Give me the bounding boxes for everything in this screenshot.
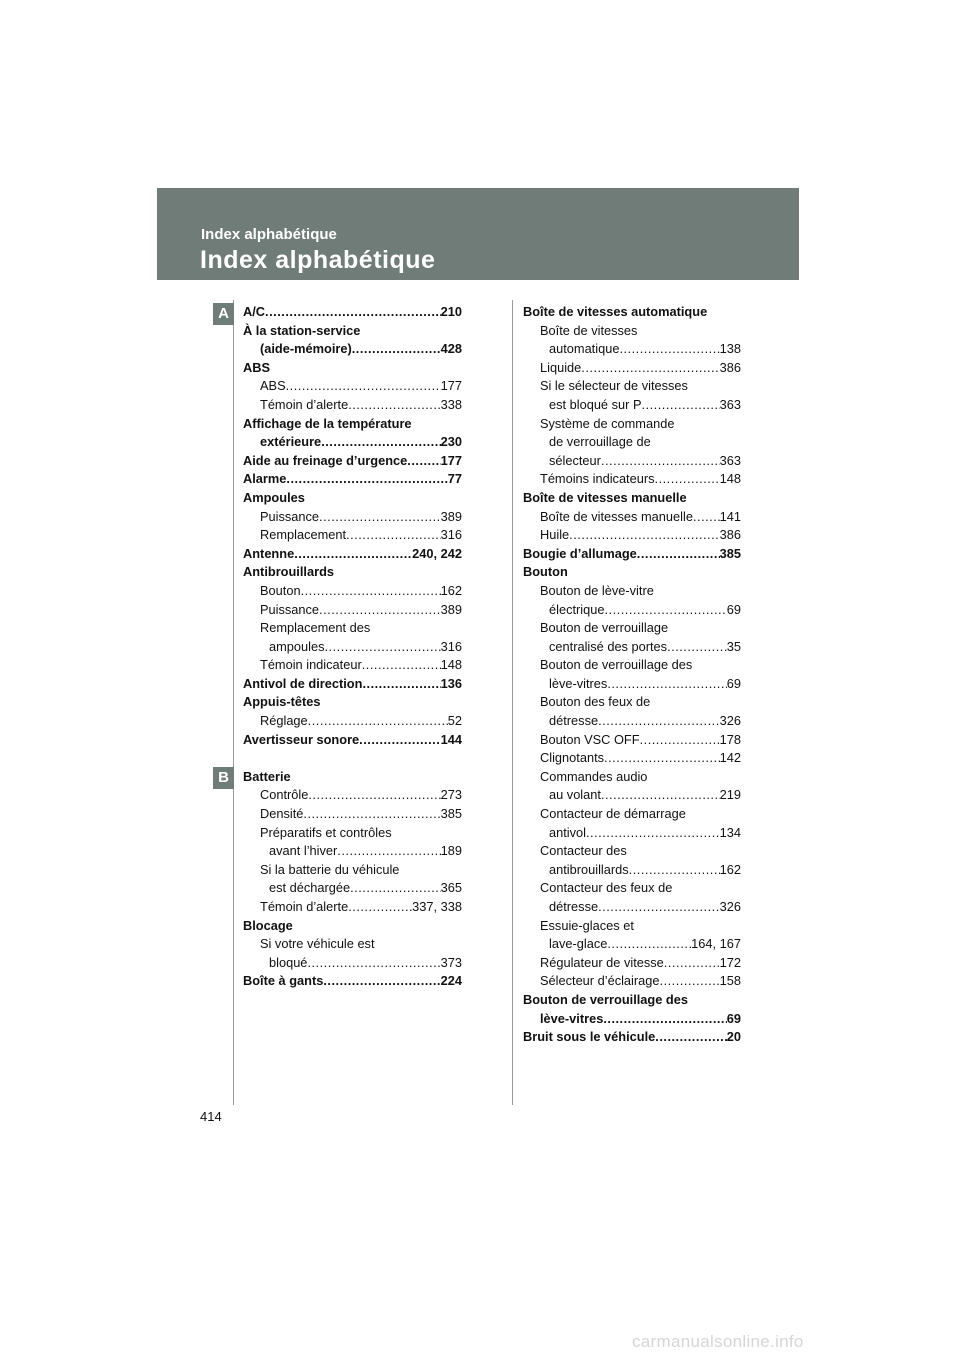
entry-text: de verrouillage de bbox=[549, 434, 651, 450]
entry-text: Densité bbox=[260, 806, 304, 822]
index-entry bbox=[243, 340, 462, 359]
entry-text: Boîte de vitesses manuelle bbox=[523, 489, 687, 505]
index-entry bbox=[243, 526, 462, 545]
dot-leader bbox=[348, 898, 412, 917]
entry-page-number: 69 bbox=[726, 675, 741, 691]
dot-leader bbox=[586, 824, 720, 843]
index-entry bbox=[243, 470, 462, 489]
index-entry bbox=[243, 489, 462, 508]
index-entry bbox=[523, 972, 741, 991]
entry-page-number: 365 bbox=[440, 880, 462, 896]
index-entry bbox=[523, 415, 741, 434]
entry-text: Si votre véhicule est bbox=[260, 936, 375, 952]
dot-leader bbox=[323, 972, 440, 991]
index-entry bbox=[523, 656, 741, 675]
entry-page-number: 69 bbox=[726, 601, 741, 617]
entry-text: Blocage bbox=[243, 917, 293, 933]
index-entry bbox=[523, 693, 741, 712]
entry-text: automatique bbox=[549, 341, 620, 357]
index-entry bbox=[523, 749, 741, 768]
entry-text: antivol bbox=[549, 824, 586, 840]
entry-text: Batterie bbox=[243, 768, 291, 784]
index-entry bbox=[243, 768, 462, 787]
index-entry bbox=[243, 619, 462, 638]
index-entry bbox=[243, 563, 462, 582]
entry-page-number: 385 bbox=[440, 806, 462, 822]
entry-text: ABS bbox=[260, 378, 286, 394]
entry-text: Alarme bbox=[243, 471, 287, 487]
entry-page-number: 148 bbox=[719, 471, 741, 487]
entry-gap bbox=[243, 749, 462, 768]
entry-page-number: 316 bbox=[440, 527, 462, 543]
entry-text: centralisé des portes bbox=[549, 638, 668, 654]
index-entry bbox=[243, 935, 462, 954]
dot-leader bbox=[603, 1010, 726, 1029]
entry-page-number: 338 bbox=[440, 396, 462, 412]
index-entry bbox=[523, 917, 741, 936]
index-entry bbox=[243, 545, 462, 564]
entry-page-number: 177 bbox=[440, 378, 462, 394]
dot-leader bbox=[337, 842, 440, 861]
entry-text: Contacteur des feux de bbox=[540, 880, 673, 896]
entry-text: Bouton bbox=[523, 564, 568, 580]
index-entry bbox=[243, 824, 462, 843]
dot-leader bbox=[604, 749, 720, 768]
dot-leader bbox=[350, 879, 441, 898]
dot-leader bbox=[286, 377, 441, 396]
entry-page-number: 316 bbox=[440, 638, 462, 654]
index-entry bbox=[523, 731, 741, 750]
index-entry bbox=[243, 879, 462, 898]
entry-text: Régulateur de vitesse bbox=[540, 954, 664, 970]
entry-page-number: 386 bbox=[719, 527, 741, 543]
entry-page-number: 162 bbox=[719, 861, 741, 877]
entry-page-number: 162 bbox=[440, 582, 462, 598]
dot-leader bbox=[348, 396, 440, 415]
entry-page-number: 138 bbox=[719, 341, 741, 357]
entry-text: Bouton des feux de bbox=[540, 694, 651, 710]
dot-leader bbox=[655, 470, 720, 489]
entry-page-number: 158 bbox=[719, 973, 741, 989]
entry-text: (aide-mémoire) bbox=[260, 341, 352, 357]
index-entry bbox=[243, 433, 462, 452]
dot-leader bbox=[598, 712, 720, 731]
dot-leader bbox=[359, 731, 440, 750]
entry-page-number: 178 bbox=[719, 731, 741, 747]
index-entry bbox=[523, 861, 741, 880]
index-entry bbox=[243, 303, 462, 322]
index-entry bbox=[243, 359, 462, 378]
entry-page-number: 386 bbox=[719, 359, 741, 375]
entry-text: Puissance bbox=[260, 508, 320, 524]
index-entry bbox=[243, 731, 462, 750]
entry-page-number: 389 bbox=[440, 508, 462, 524]
index-entry bbox=[523, 545, 741, 564]
dot-leader bbox=[321, 433, 440, 452]
index-entry bbox=[523, 563, 741, 582]
index-entry bbox=[523, 340, 741, 359]
entry-text: est bloqué sur P bbox=[549, 396, 642, 412]
index-entry bbox=[523, 842, 741, 861]
entry-text: Avertisseur sonore bbox=[243, 731, 360, 747]
dot-leader bbox=[407, 452, 440, 471]
index-entry bbox=[523, 1010, 741, 1029]
dot-leader bbox=[598, 898, 720, 917]
index-entry bbox=[523, 526, 741, 545]
entry-text: Contrôle bbox=[260, 787, 309, 803]
entry-text: A/C bbox=[243, 304, 266, 319]
dot-leader bbox=[605, 601, 727, 620]
index-entry bbox=[243, 452, 462, 471]
index-entry bbox=[523, 452, 741, 471]
index-entry bbox=[243, 396, 462, 415]
entry-text: Clignotants bbox=[540, 750, 605, 766]
index-entry bbox=[243, 508, 462, 527]
dot-leader bbox=[641, 396, 719, 415]
index-entry bbox=[243, 638, 462, 657]
section-header bbox=[157, 188, 799, 280]
index-entry bbox=[523, 768, 741, 787]
index-entry bbox=[523, 991, 741, 1010]
dot-leader bbox=[325, 638, 441, 657]
entry-page-number: 210 bbox=[440, 304, 462, 319]
index-column-right bbox=[523, 303, 741, 1047]
index-entry bbox=[523, 396, 741, 415]
index-entry bbox=[523, 508, 741, 527]
index-entry bbox=[523, 470, 741, 489]
column-divider-left bbox=[233, 300, 234, 1105]
dot-leader bbox=[307, 954, 440, 973]
dot-leader bbox=[581, 359, 719, 378]
entry-page-number: 385 bbox=[719, 545, 741, 561]
dot-leader bbox=[607, 935, 691, 954]
index-entry bbox=[523, 619, 741, 638]
entry-text: Boîte de vitesses automatique bbox=[523, 304, 708, 319]
index-entry bbox=[523, 303, 741, 322]
index-entry bbox=[243, 898, 462, 917]
index-entry bbox=[523, 805, 741, 824]
dot-leader bbox=[601, 786, 720, 805]
index-entry bbox=[523, 954, 741, 973]
dot-leader bbox=[629, 861, 720, 880]
index-entry bbox=[523, 898, 741, 917]
dot-leader bbox=[607, 675, 726, 694]
entry-text: Ampoules bbox=[243, 489, 305, 505]
entry-text: Bouton de lève-vitre bbox=[540, 582, 654, 598]
section-label: Index alphabétique bbox=[201, 226, 337, 243]
index-entry bbox=[243, 693, 462, 712]
entry-text: lève-vitres bbox=[540, 1010, 604, 1026]
index-entry bbox=[523, 638, 741, 657]
entry-text: extérieure bbox=[260, 434, 322, 450]
watermark: carmanualsonline.info bbox=[632, 1332, 804, 1351]
entry-text: Si le sélecteur de vitesses bbox=[540, 378, 688, 394]
entry-page-number: 326 bbox=[719, 713, 741, 729]
entry-text: détresse bbox=[549, 899, 599, 914]
dot-leader bbox=[265, 303, 441, 322]
entry-text: Témoin indicateur bbox=[260, 657, 362, 673]
index-entry bbox=[523, 489, 741, 508]
entry-page-number: 230 bbox=[440, 434, 462, 450]
dot-leader bbox=[319, 601, 441, 620]
entry-text: détresse bbox=[549, 713, 599, 729]
index-entry bbox=[523, 675, 741, 694]
dot-leader bbox=[693, 508, 720, 527]
entry-text: Remplacement bbox=[260, 527, 347, 543]
entry-text: Bouton de verrouillage des bbox=[523, 991, 688, 1007]
index-entry bbox=[523, 1028, 741, 1047]
index-entry bbox=[243, 322, 462, 341]
entry-page-number: 172 bbox=[719, 954, 741, 970]
dot-leader bbox=[308, 786, 440, 805]
dot-leader bbox=[308, 712, 448, 731]
entry-text: Bouton de verrouillage des bbox=[540, 657, 693, 673]
entry-page-number: 177 bbox=[440, 452, 462, 468]
entry-page-number: 224 bbox=[440, 973, 462, 989]
entry-text: Bruit sous le véhicule bbox=[523, 1029, 656, 1045]
entry-page-number: 77 bbox=[447, 471, 462, 487]
entry-text: À la station-service bbox=[243, 322, 361, 338]
entry-page-number: 35 bbox=[726, 638, 741, 654]
entry-text: Si la batterie du véhicule bbox=[260, 861, 400, 877]
index-entry bbox=[243, 582, 462, 601]
entry-text: Antenne bbox=[243, 545, 295, 561]
index-entry bbox=[523, 824, 741, 843]
entry-page-number: 148 bbox=[440, 657, 462, 673]
index-column-left bbox=[243, 303, 462, 991]
entry-text: Affichage de la température bbox=[243, 415, 412, 431]
entry-text: ampoules bbox=[269, 638, 325, 654]
entry-page-number: 363 bbox=[719, 396, 741, 412]
dot-leader bbox=[362, 656, 441, 675]
entry-text: Témoin d’alerte bbox=[260, 396, 349, 412]
entry-text: électrique bbox=[549, 601, 605, 617]
entry-text: Bouton de verrouillage bbox=[540, 620, 669, 636]
entry-page-number: 363 bbox=[719, 452, 741, 468]
entry-page-number: 189 bbox=[440, 843, 462, 859]
index-entry bbox=[523, 582, 741, 601]
entry-page-number: 144 bbox=[440, 731, 462, 747]
index-entry bbox=[243, 377, 462, 396]
index-entry bbox=[243, 656, 462, 675]
index-entry bbox=[523, 712, 741, 731]
entry-page-number: 136 bbox=[440, 675, 462, 691]
index-entry bbox=[523, 786, 741, 805]
entry-text: Bouton VSC OFF bbox=[540, 731, 640, 747]
dot-leader bbox=[352, 340, 441, 359]
index-entry bbox=[523, 322, 741, 341]
index-entry bbox=[243, 861, 462, 880]
entry-text: Antivol de direction bbox=[243, 675, 363, 691]
entry-text: Huile bbox=[540, 527, 570, 543]
entry-page-number: 337, 338 bbox=[412, 899, 462, 914]
entry-text: Réglage bbox=[260, 713, 308, 729]
entry-text: lève-vitres bbox=[549, 675, 608, 691]
entry-text: Témoin d’alerte bbox=[260, 899, 349, 914]
letter-tab-b: B bbox=[213, 767, 234, 789]
entry-text: Remplacement des bbox=[260, 620, 371, 636]
index-entry bbox=[243, 972, 462, 991]
entry-page-number: 134 bbox=[719, 824, 741, 840]
entry-text: Essuie-glaces et bbox=[540, 917, 634, 933]
entry-text: Contacteur de démarrage bbox=[540, 806, 686, 822]
index-entry bbox=[523, 377, 741, 396]
entry-page-number: 20 bbox=[726, 1029, 741, 1045]
column-divider-middle bbox=[512, 300, 513, 1105]
dot-leader bbox=[664, 954, 720, 973]
entry-text: lave-glace bbox=[549, 936, 608, 952]
entry-text: ABS bbox=[243, 359, 271, 375]
entry-page-number: 219 bbox=[719, 787, 741, 803]
index-entry bbox=[523, 879, 741, 898]
entry-page-number: 273 bbox=[440, 787, 462, 803]
index-entry bbox=[523, 359, 741, 378]
dot-leader bbox=[303, 805, 440, 824]
entry-page-number: 326 bbox=[719, 899, 741, 914]
entry-page-number: 141 bbox=[719, 508, 741, 524]
dot-leader bbox=[619, 340, 719, 359]
entry-text: Contacteur des bbox=[540, 843, 627, 859]
page-title: Index alphabétique bbox=[200, 246, 436, 274]
dot-leader bbox=[319, 508, 441, 527]
entry-text: Système de commande bbox=[540, 415, 675, 431]
dot-leader bbox=[294, 545, 412, 564]
entry-text: Bouton bbox=[260, 582, 301, 598]
entry-page-number: 240, 242 bbox=[412, 545, 462, 561]
entry-text: Préparatifs et contrôles bbox=[260, 824, 392, 840]
entry-text: Boîte de vitesses manuelle bbox=[540, 508, 693, 524]
entry-text: au volant bbox=[549, 787, 601, 803]
dot-leader bbox=[601, 452, 720, 471]
entry-text: sélecteur bbox=[549, 452, 601, 468]
index-entry bbox=[243, 917, 462, 936]
index-entry bbox=[523, 935, 741, 954]
index-entry bbox=[243, 805, 462, 824]
entry-text: Bougie d’allumage bbox=[523, 545, 637, 561]
entry-text: Appuis-têtes bbox=[243, 694, 321, 710]
entry-page-number: 52 bbox=[447, 713, 462, 729]
entry-page-number: 164, 167 bbox=[691, 936, 741, 952]
entry-text: Boîte de vitesses bbox=[540, 322, 638, 338]
index-entry bbox=[243, 786, 462, 805]
dot-leader bbox=[301, 582, 441, 601]
entry-page-number: 69 bbox=[726, 1010, 741, 1026]
index-entry bbox=[243, 601, 462, 620]
entry-page-number: 142 bbox=[719, 750, 741, 766]
index-entry bbox=[243, 842, 462, 861]
entry-text: avant l’hiver bbox=[269, 843, 338, 859]
entry-text: Commandes audio bbox=[540, 768, 648, 784]
dot-leader bbox=[362, 675, 440, 694]
index-entry bbox=[243, 954, 462, 973]
dot-leader bbox=[667, 638, 727, 657]
entry-text: est déchargée bbox=[269, 880, 351, 896]
page-number: 414 bbox=[200, 1109, 222, 1124]
entry-page-number: 389 bbox=[440, 601, 462, 617]
dot-leader bbox=[346, 526, 441, 545]
index-entry bbox=[523, 433, 741, 452]
entry-text: Témoins indicateurs bbox=[540, 471, 655, 487]
dot-leader bbox=[637, 545, 720, 564]
entry-page-number: 428 bbox=[440, 341, 462, 357]
entry-text: Antibrouillards bbox=[243, 564, 335, 580]
letter-tab-a: A bbox=[213, 303, 234, 325]
entry-text: bloqué bbox=[269, 954, 308, 970]
index-entry bbox=[243, 712, 462, 731]
index-entry bbox=[243, 415, 462, 434]
dot-leader bbox=[660, 972, 720, 991]
entry-text: Aide au freinage d’urgence bbox=[243, 452, 408, 468]
entry-text: Liquide bbox=[540, 359, 582, 375]
dot-leader bbox=[640, 731, 720, 750]
entry-text: Sélecteur d’éclairage bbox=[540, 973, 660, 989]
entry-text: Boîte à gants bbox=[243, 973, 324, 989]
dot-leader bbox=[286, 470, 447, 489]
entry-text: antibrouillards bbox=[549, 861, 629, 877]
index-entry bbox=[243, 675, 462, 694]
dot-leader bbox=[655, 1028, 726, 1047]
entry-text: Puissance bbox=[260, 601, 320, 617]
entry-page-number: 373 bbox=[440, 954, 462, 970]
dot-leader bbox=[569, 526, 719, 545]
index-entry bbox=[523, 601, 741, 620]
